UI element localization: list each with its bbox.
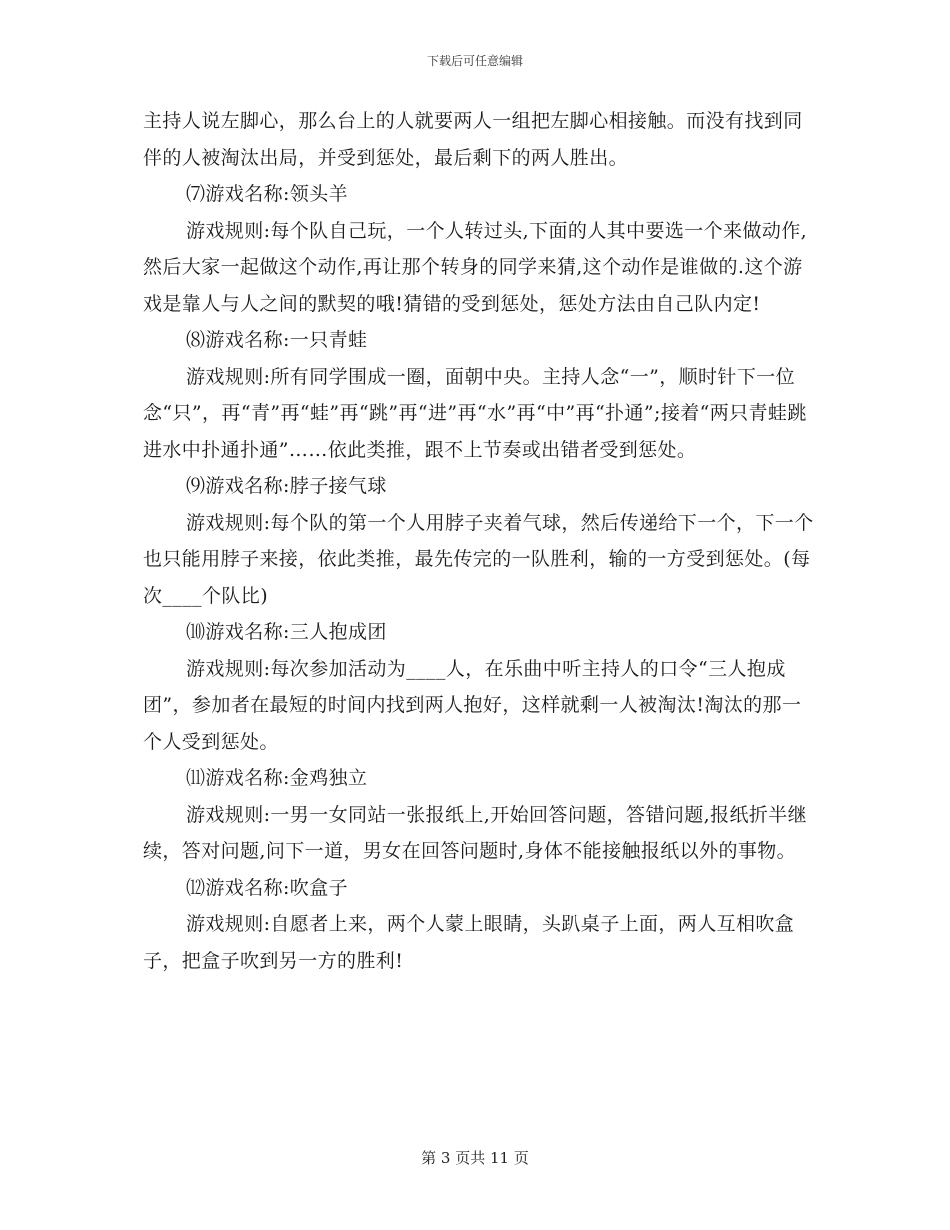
game-title-8: ⑻游戏名称:一只青蛙 xyxy=(186,329,368,351)
game-rules-10: 游戏规则:每次参加活动为____人，在乐曲中听主持人的口令“三人抱成团”，参加者在最短的时间内找到两人抱好，这样就剩一人被淘汰!淘汰的那一个人受到惩处。 xyxy=(143,657,802,753)
game-rules-8: 游戏规则:所有同学围成一圈，面朝中央。主持人念“一”，顺时针下一位念“只”，再“青”再“蛙”再“跳”再“进”再“水”再“中”再“扑通”;接着“两只青蛙跳进水中扑通扑通”……依此类推，跟不上节奏或出错者受到惩处。 xyxy=(143,365,807,461)
game-title-9: ⑼游戏名称:脖子接气球 xyxy=(186,475,387,497)
paragraph-intro: 主持人说左脚心，那么台上的人就要两人一组把左脚心相接触。而没有找到同伴的人被淘汰出局，并受到惩处，最后剩下的两人胜出。 xyxy=(143,110,803,169)
game-rules-12: 游戏规则:自愿者上来，两个人蒙上眼睛，头趴桌子上面，两人互相吹盒子，把盒子吹到另一方的胜利! xyxy=(143,913,795,972)
game-rules-11: 游戏规则:一男一女同站一张报纸上,开始回答问题，答错问题,报纸折半继续，答对问题,问下一道，男女在回答问题时,身体不能接触报纸以外的事物。 xyxy=(143,803,808,862)
game-title-12: ⑿游戏名称:吹盒子 xyxy=(186,876,349,899)
game-title-10: ⑽游戏名称:三人抱成团 xyxy=(186,621,387,643)
game-title-11: ⑾游戏名称:金鸡独立 xyxy=(186,767,368,789)
game-rules-7: 游戏规则:每个队自己玩，一个人转过头,下面的人其中要选一个来做动作,然后大家一起做这个动作,再让那个转身的同学来猜,这个动作是谁做的.这个游戏是靠人与人之间的默契的哦!猜错的受到惩处，惩处方法由自己队内定! xyxy=(143,219,808,315)
document-body xyxy=(143,103,815,979)
page-number: 第 3 页共 11 页 xyxy=(421,1149,529,1167)
page-header: 下载后可任意编辑 xyxy=(426,54,523,68)
game-rules-9: 游戏规则:每个队的第一个人用脖子夹着气球，然后传递给下一个，下一个也只能用脖子来接，依此类推，最先传完的一队胜利，输的一方受到惩处。(每次____个队比) xyxy=(143,511,814,607)
game-title-7: ⑺游戏名称:领头羊 xyxy=(186,183,349,205)
